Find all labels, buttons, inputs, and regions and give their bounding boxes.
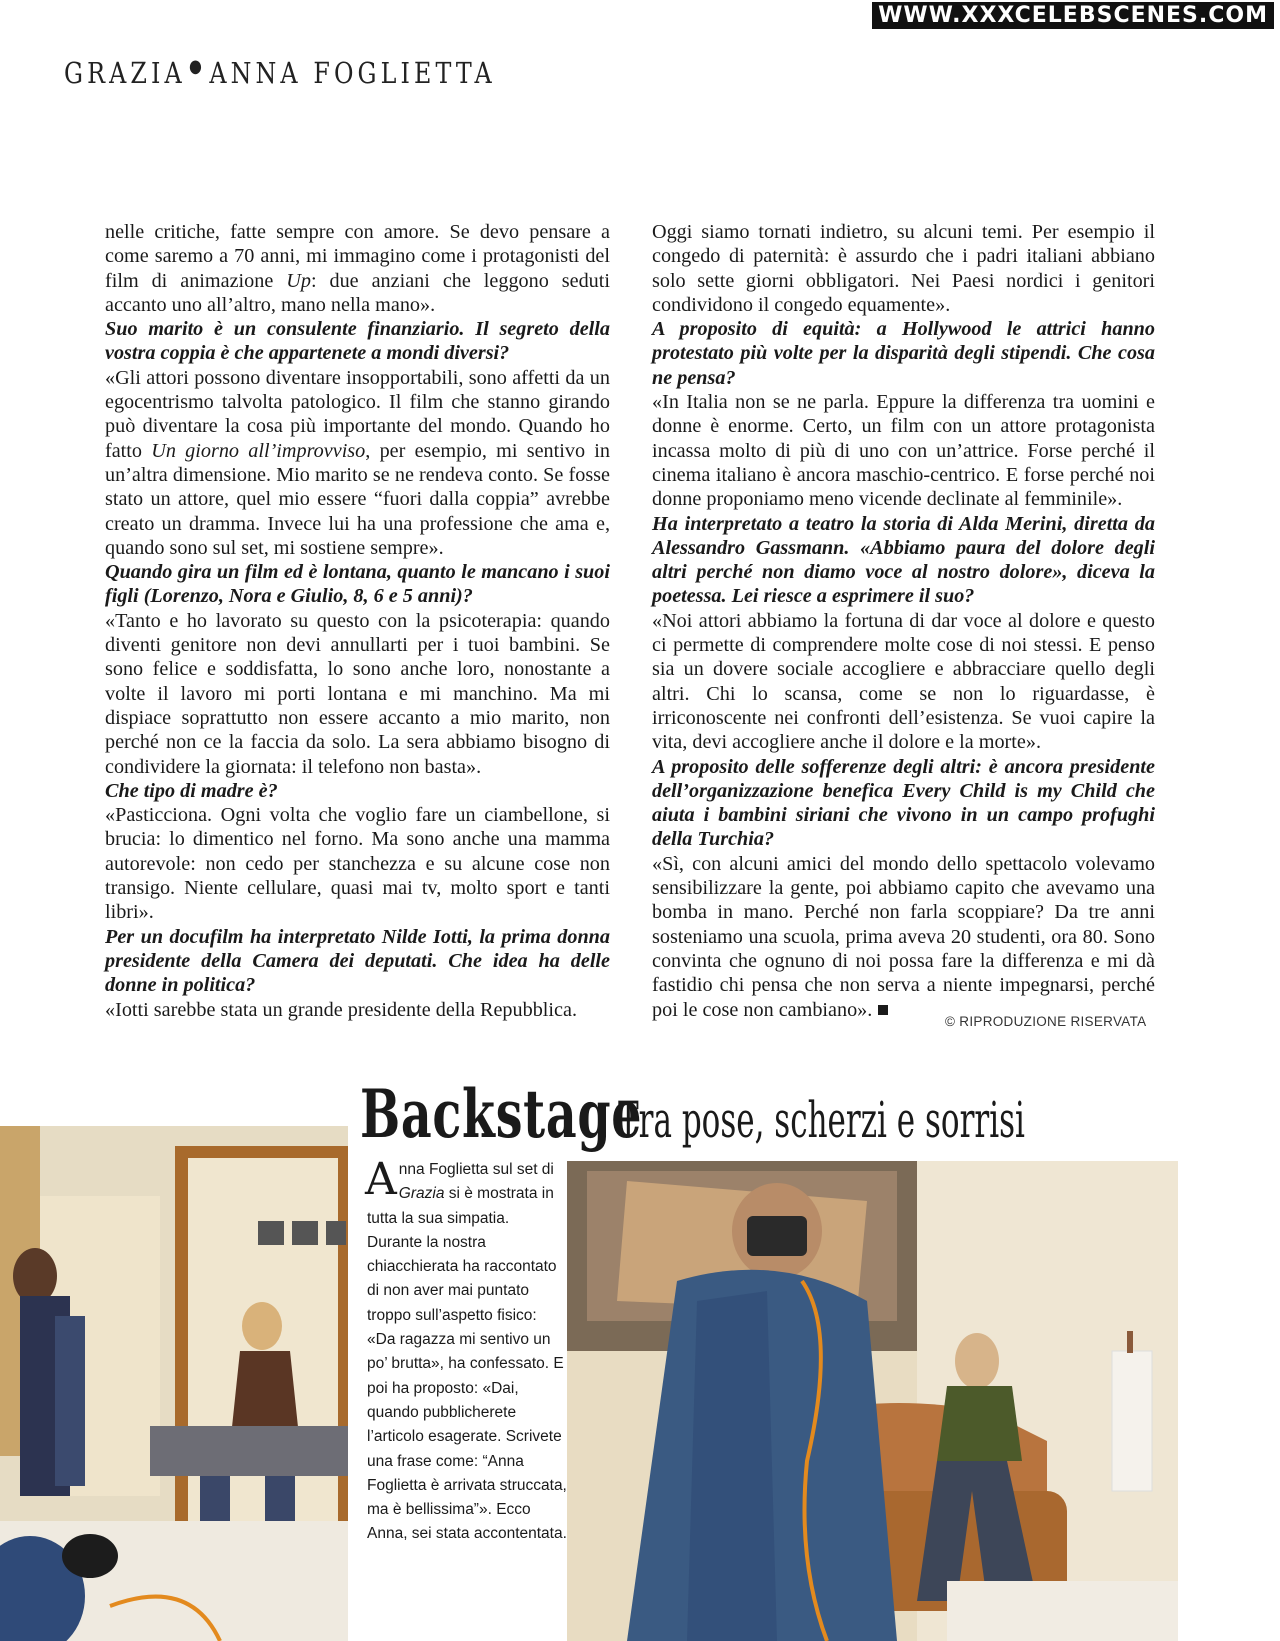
interview-answer [652, 609, 1155, 755]
paragraph-text: nelle critiche, fatte sempre con amore. Se devo pensare a come saremo a 70 anni, mi immagino come i protagonisti del film di animazione [105, 221, 610, 292]
paragraph-text: Suo marito è un consulente finanziario. Il segreto della vostra coppia è che appartenete a mondi diversi? [105, 318, 610, 365]
title-emphasis: Un giorno all’improvviso [151, 439, 366, 462]
article-column-right [652, 220, 1155, 1022]
brand-name: GRAZIA [64, 56, 186, 90]
backstage-heading [360, 1075, 1025, 1153]
interview-question [652, 317, 1155, 390]
interview-answer [105, 803, 610, 924]
interview-answer [652, 390, 1155, 511]
backstage-caption [365, 1154, 567, 1547]
backstage-title: Backstage [360, 1075, 643, 1153]
interview-answer [105, 998, 610, 1022]
interview-question [105, 317, 610, 366]
end-mark-icon [878, 1005, 888, 1015]
interview-question [652, 755, 1155, 852]
interview-question [105, 925, 610, 998]
paragraph-text: A proposito delle sofferenze degli altri: è ancora presidente dell’organizzazione benefica Every Child is my Child che aiuta i bambini siriani che vivono in un campo profughi della Turchia? [652, 755, 1155, 851]
paragraph-text: «Pasticciona. Ogni volta che voglio fare un ciambellone, si brucia: lo dimentico nel forno. Ma sono anche una mamma autorevole: non cedo per stanchezza e su alcune cose non transigo. Niente cellulare, quasi mai tv, molto sport e tanti libri». [105, 804, 610, 924]
interview-answer [105, 220, 610, 317]
paragraph-text: Ha interpretato a teatro la storia di Alda Merini, diretta da Alessandro Gassmann. «Abbiamo paura del dolore degli altri perché non diamo voce al nostro dolore», diceva la poetessa. Lei riesce a esprimere il suo? [652, 512, 1155, 608]
header-dot: ● [189, 56, 207, 77]
page-header [64, 56, 496, 90]
article-column-left [105, 220, 610, 1022]
backstage-photo-right [567, 1161, 1178, 1641]
interview-question [105, 779, 610, 803]
caption-dropcap: A [365, 1154, 397, 1205]
paragraph-text: Oggi siamo tornati indietro, su alcuni temi. Per esempio il congedo di paternità: è assurdo che i padri italiani abbiano solo sette giorni obbligatori. Nei Paesi nordici i genitori condividono il congedo equamente». [652, 221, 1155, 316]
paragraph-text: «Noi attori abbiamo la fortuna di dar voce al dolore e questo ci permette di comprendere molte cose di noi stessi. E penso sia un dovere sociale accogliere e abbracciare quello degli altri. Chi lo scansa, come se non lo riguardasse, è irriconoscente nei confronti dell’esistenza. Se vuoi capire la vita, devi accogliere anche il dolore e la morte». [652, 609, 1155, 754]
paragraph-text: «In Italia non se ne parla. Eppure la differenza tra uomini e donne è enorme. Certo, un film con un attore protagonista incassa molto di più di uno con un’attrice. Forse perché il cinema italiano è ancora maschio-centrico. E forse perché noi donne proponiamo meno vicende declinate al femminile». [652, 391, 1155, 511]
copyright-notice: © RIPRODUZIONE RISERVATA [945, 1014, 1147, 1029]
caption-body: si è mostrata in tutta la sua simpatia. Durante la nostra chiacchierata ha raccontato di non aver mai puntato troppo sull’aspetto fisico: «Da ragazza mi sentivo un po’ brutta», ha confessato. E poi ha proposto: «Dai, quando pubblicherete l’articolo esagerate. Scrivete una frase come: “Anna Foglietta è arrivata struccata, ma è bellissima”». Ecco Anna, sei stata accontentata. [367, 1185, 567, 1543]
interview-answer [105, 366, 610, 560]
paragraph-text: «Tanto e ho lavorato su questo con la psicoterapia: quando diventi genitore non devi annullarti per i tuoi bambini. Se sono felice e soddisfatta, lo sono anche loro, nonostante a volte il lavoro mi porti lontana e mi manchino. Ma mi dispiace soprattutto non essere accanto a mio marito, non perché non ce la faccia da solo. La sera abbiamo bisogno di condividere la giornata: il telefono non basta». [105, 609, 610, 778]
caption-lead: nna Foglietta sul set di [398, 1161, 554, 1178]
interview-answer [105, 609, 610, 779]
interview-answer [652, 852, 1155, 1022]
interview-answer [652, 220, 1155, 317]
backstage-subtitle: Tra pose, scherzi e sorrisi [618, 1091, 1025, 1149]
paragraph-text: Quando gira un film ed è lontana, quanto le mancano i suoi figli (Lorenzo, Nora e Giulio, 8, 6 e 5 anni)? [105, 561, 610, 608]
paragraph-text: Per un docufilm ha interpretato Nilde Iotti, la prima donna presidente della Camera dei deputati. Che idea ha delle donne in politica? [105, 925, 610, 997]
title-emphasis: Up [286, 269, 311, 292]
interview-question [652, 512, 1155, 609]
watermark: WWW.XXXCELEBSCENES.COM [872, 2, 1274, 29]
backstage-photo-left [0, 1126, 348, 1641]
caption-emphasis: Grazia [398, 1185, 445, 1203]
paragraph-text: , per esempio, mi sentivo in un’altra dimensione. Mio marito se ne rendeva conto. Se fosse stato un attore, quel mio essere “fuori dalla coppia” avrebbe creato un dramma. Invece lui ha una professione che ama e, quando sono sul set, mi sostiene sempre». [105, 439, 610, 559]
paragraph-text: «Iotti sarebbe stata un grande presidente della Repubblica. [105, 998, 577, 1021]
paragraph-text: A proposito di equità: a Hollywood le attrici hanno protestato più volte per la disparità degli stipendi. Che cosa ne pensa? [652, 318, 1155, 389]
paragraph-text: «Gli attori possono diventare insopportabili, sono affetti da un egocentrismo talvolta patologico. Il film che stanno girando può diventare la cosa più importante del mondo. Quando ho fatto [105, 366, 610, 462]
subject-name: ANNA FOGLIETTA [209, 56, 496, 90]
paragraph-text: «Sì, con alcuni amici del mondo dello spettacolo volevamo sensibilizzare la gente, poi abbiamo capito che avevamo una bomba in mano. Perché non farla scoppiare? Da tre anni sosteniamo una scuola, prima aveva 20 studenti, ora 80. Sono convinta che ognuno di noi possa fare la differenza e mi dà fastidio chi pensa che non serva a niente impegnarsi, perché poi le cose non cambiano». [652, 852, 1155, 1021]
paragraph-text: Che tipo di madre è? [105, 779, 278, 802]
paragraph-text: : due anziani che leggono seduti accanto uno all’altro, mano nella mano». [105, 269, 610, 316]
interview-question [105, 560, 610, 609]
